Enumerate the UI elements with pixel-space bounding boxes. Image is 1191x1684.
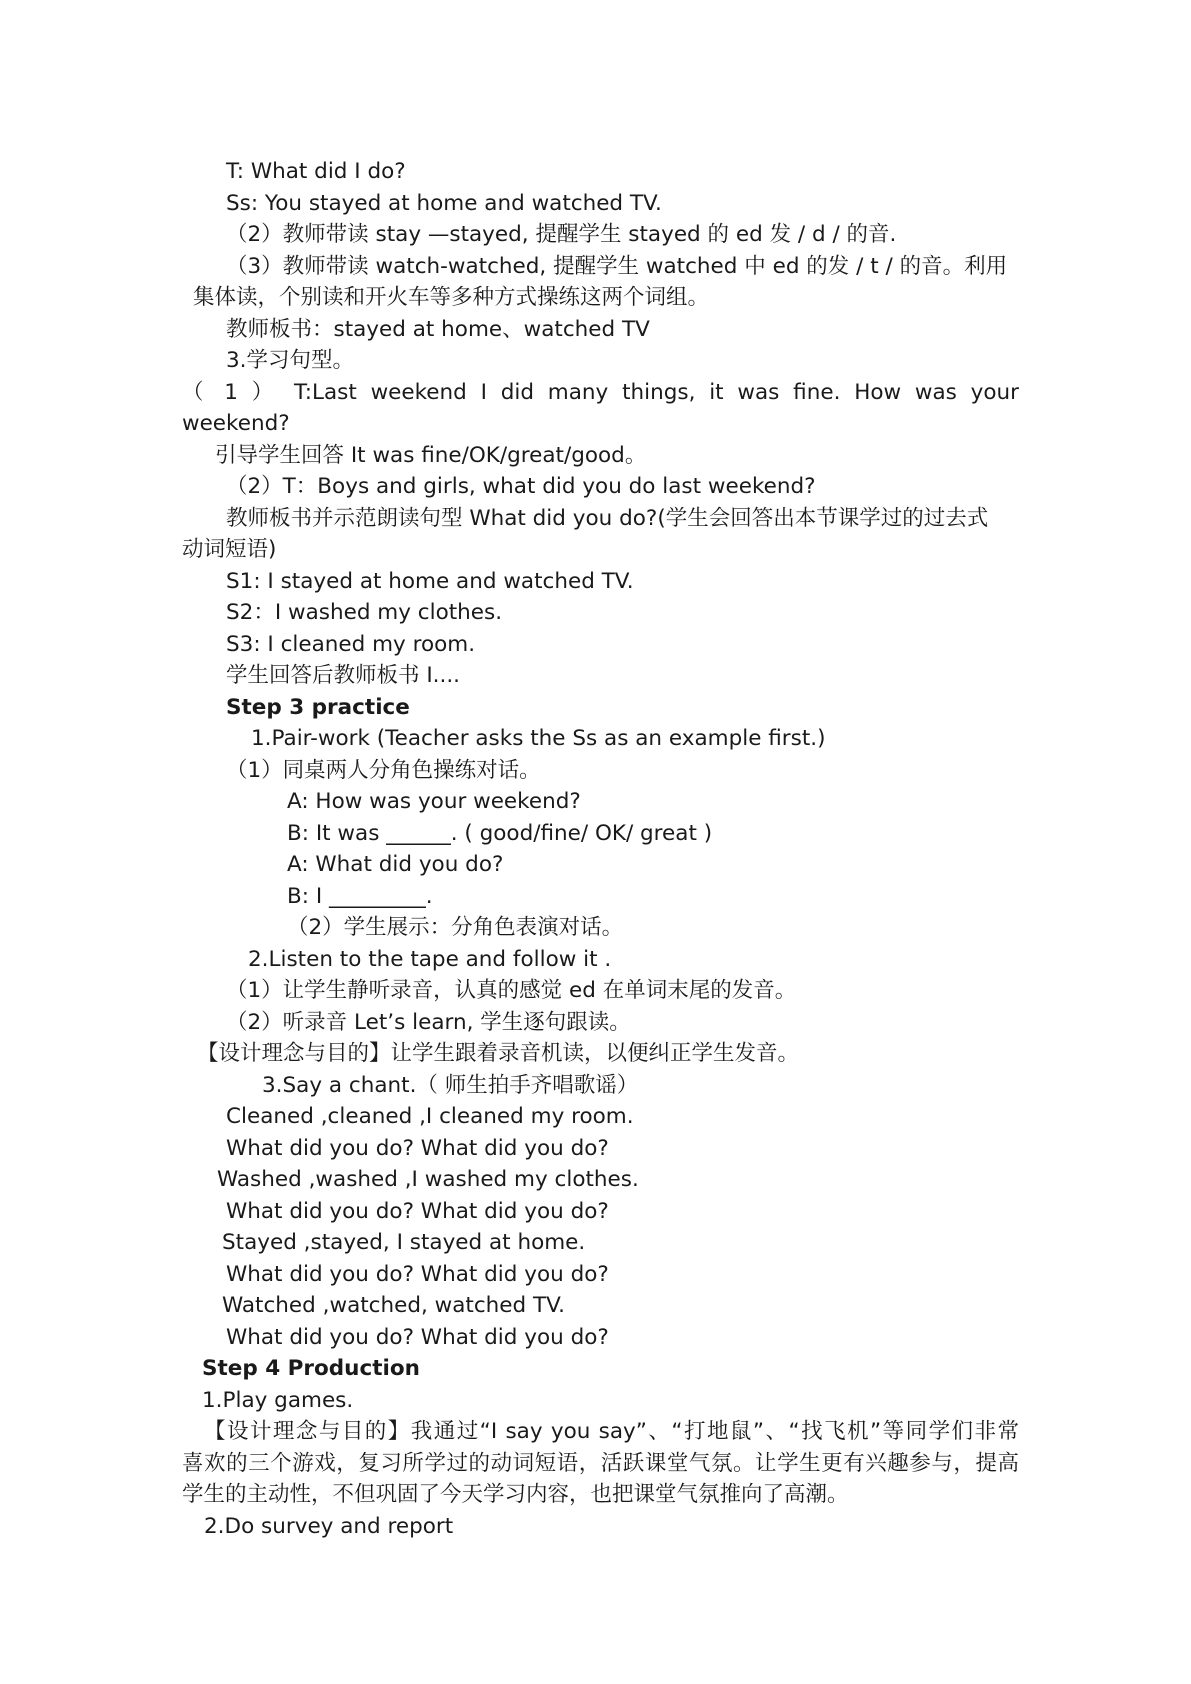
text-line: 集体读，个别读和开火车等多种方式操练这两个词组。 (193, 285, 710, 310)
text-line: 2.Do survey and report (204, 1514, 454, 1539)
text-line: Stayed ,stayed, I stayed at home. (222, 1230, 586, 1255)
text-line: 学生回答后教师板书 I.... (226, 663, 461, 688)
text-line: What did you do? What did you do? (226, 1325, 609, 1350)
text-line: T: What did I do? (226, 159, 406, 184)
text-line: Cleaned ,cleaned ,I cleaned my room. (226, 1104, 634, 1129)
text-line: （1）同桌两人分角色操练对话。 (226, 758, 541, 783)
section-heading: Step 3 practice (226, 695, 410, 720)
text-line: A: How was your weekend? (287, 789, 581, 814)
text-line: What did you do? What did you do? (226, 1136, 609, 1161)
text-line: Watched ,watched, watched TV. (222, 1293, 565, 1318)
text-line: 3.Say a chant.（ 师生拍手齐唱歌谣） (262, 1073, 639, 1098)
text-line: （2）听录音 Let’s learn, 学生逐句跟读。 (226, 1010, 631, 1035)
text-line: B: It was ______. ( good/fine/ OK/ great ) (287, 821, 713, 846)
text-line: 1.Pair-work (Teacher asks the Ss as an example first.) (251, 726, 826, 751)
text-line: 【设计理念与目的】我通过“I say you say”、“打地鼠”、“找飞机”等同学们非常 (204, 1419, 1019, 1444)
text-line: weekend? (182, 411, 290, 436)
text-line: 引导学生回答 It was fine/OK/great/good。 (215, 443, 647, 468)
text-line: B: I _________. (287, 884, 433, 909)
text-line: 动词短语) (182, 537, 277, 562)
text-line: Ss: You stayed at home and watched TV. (226, 191, 662, 216)
text-line: （1）让学生静听录音，认真的感觉 ed 在单词末尾的发音。 (226, 978, 797, 1003)
text-line: S3: I cleaned my room. (226, 632, 476, 657)
text-line: 喜欢的三个游戏，复习所学过的动词短语，活跃课堂气氛。让学生更有兴趣参与，提高 (182, 1451, 1019, 1476)
text-line: A: What did you do? (287, 852, 504, 877)
text-line: What did you do? What did you do? (226, 1199, 609, 1224)
section-heading: Step 4 Production (202, 1356, 420, 1381)
text-line: 1.Play games. (202, 1388, 354, 1413)
text-line: Washed ,washed ,I washed my clothes. (217, 1167, 639, 1192)
text-line: （3）教师带读 watch-watched, 提醒学生 watched 中 ed 的发 / t / 的音。利用 (226, 254, 1008, 279)
text-line: 学生的主动性，不但巩固了今天学习内容，也把课堂气氛推向了高潮。 (182, 1482, 849, 1507)
text-line: 2.Listen to the tape and follow it . (248, 947, 612, 972)
text-line: （2）教师带读 stay —stayed, 提醒学生 stayed 的 ed 发 / d / 的音. (226, 222, 897, 247)
text-line: 【设计理念与目的】让学生跟着录音机读，以便纠正学生发音。 (197, 1041, 800, 1066)
text-line: （ 1 ） T:Last weekend I did many things, it was fine. How was your (182, 380, 1019, 405)
text-line: （2）学生展示：分角色表演对话。 (287, 915, 624, 940)
text-line: （2）T：Boys and girls, what did you do last weekend? (226, 474, 816, 499)
text-line: S2：I washed my clothes. (226, 600, 503, 625)
text-line: 3.学习句型。 (226, 348, 355, 373)
text-line: What did you do? What did you do? (226, 1262, 609, 1287)
text-line: 教师板书：stayed at home、watched TV (226, 317, 650, 342)
text-line: S1: I stayed at home and watched TV. (226, 569, 634, 594)
text-line: 教师板书并示范朗读句型 What did you do?(学生会回答出本节课学过的过去式 (226, 506, 989, 531)
